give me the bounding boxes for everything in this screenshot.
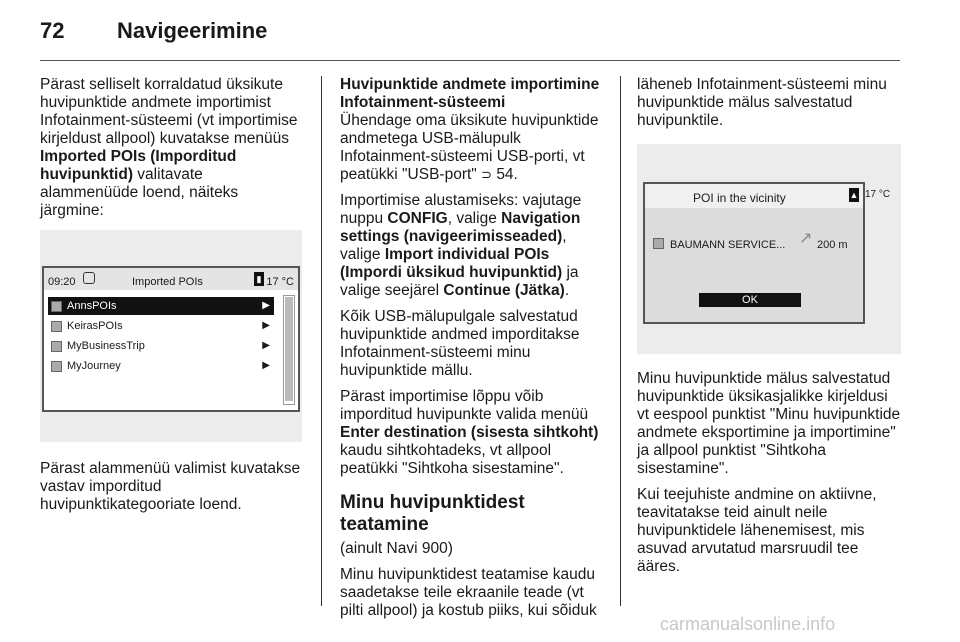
screen-title: Imported POIs [132,276,203,288]
list-item-label: MyBusinessTrip [67,340,145,352]
thermometer-icon: ▮ [254,272,264,286]
report-paragraph: Minu huvipunktidest teatamise kaudu saadetakse teile ekraanile teade (vt pilti allpool) ja kostub piiks, kui sõiduk [340,566,597,619]
ok-button[interactable]: OK [699,293,801,307]
list-item[interactable] [48,337,274,355]
folder-icon [51,301,62,312]
imported-pois-screen [40,230,302,442]
column-divider [321,76,322,606]
clock-time: 09:20 [48,276,76,288]
saved-paragraph: Kõik USB-mälupulgale salvestatud huvipunktide andmed imporditakse Infotainment-süsteemi minu huvipunktide mällu. [340,308,580,379]
navigation-settings-ref: Navigation settings (navigeerimisseaded) [340,210,581,245]
dialog-title-bar [645,184,863,208]
import-subheading: Huvipunktide andmete importimine Infotainment-süsteemi [340,76,600,111]
column-1 [40,76,302,522]
chevron-right-icon: ▶ [262,300,270,311]
page-reference-icon: ⊃ [481,167,492,182]
chevron-right-icon: ▶ [262,320,270,331]
temperature: 17 °C [865,189,891,200]
poi-entry[interactable] [653,236,785,254]
folder-icon [51,361,62,372]
status-bar [44,268,298,290]
import-text-2: , valige [447,210,502,227]
continuation-paragraph: läheneb Infotainment-süsteemi minu huvipunktide mälus salvestatud huvipunktile. [637,76,887,129]
watermark: carmanualsonline.info [660,614,836,634]
poi-vicinity-screen [637,144,901,354]
details-paragraph: Minu huvipunktide mälus salvestatud huvipunktide üksikasjalikke kirjeldusi vt eespool punktist "Minu huvipunktide andmete eksportimine ja importimine" ja allpool punktist "Sihtkoha sisestamine". [637,370,901,477]
page-number: 72 [40,18,65,43]
continue-ref: Continue (Jätka) [443,282,565,299]
folder-icon [51,321,62,332]
connect-text: Ühendage oma üksikute huvipunktide andmetega USB-mälupulk Infotainment-süsteemi USB-porti, vt peatükki "USB-port" [340,112,599,183]
imported-pois-menu-ref: Imported POIs (Imporditud huvipunktid) [40,148,237,183]
list-item-label: KeirasPOIs [67,320,123,332]
section-heading: Minu huvipunktidest teatamine [340,492,525,535]
column-2 [340,76,604,628]
list-item-label: MyJourney [67,360,121,372]
intro-text-2: valitavate alammenüüde loend, näiteks järgmine: [40,166,239,219]
list-item[interactable] [48,317,274,335]
folder-icon [51,341,62,352]
after-import-text-1: Pärast importimise lõppu võib imporditud huvipunkte valida menüü [340,388,589,423]
page-title: Navigeerimine [117,18,268,43]
intro-text-1: Pärast selliselt korraldatud üksikute huvipunktide andmete importimist Infotainment-süsteemi (vt importimise kirjeldust allpool) kuvatakse menüüs [40,76,298,147]
screen-frame [643,182,865,324]
intro-paragraph [40,76,302,220]
scrollbar-thumb[interactable] [285,297,293,401]
direction-arrow-icon: ↗ [799,230,813,247]
poi-name: BAUMANN SERVICE... [670,239,786,251]
warning-icon: ▲ [849,190,859,200]
import-individual-pois-ref: Import individual POIs (Impordi üksikud huvipunktid) [340,246,563,281]
import-text-4: ja valige seejärel [340,264,579,299]
column-3 [637,76,903,584]
chevron-right-icon: ▶ [262,340,270,351]
list-item[interactable] [48,357,274,375]
page-reference: 54. [496,166,518,183]
header-rule [40,60,900,61]
enter-destination-ref: Enter destination (sisesta sihtkoht) [340,424,599,441]
dialog-title: POI in the vicinity [693,191,786,205]
temperature: 17 °C [266,276,294,288]
guidance-paragraph: Kui teejuhiste andmine on aktiivne, teavitatakse teid ainult neile huvipunktidele lähenemisest, mis asuvad arvutatud marsruudil tee ääres. [637,486,877,575]
poi-category-icon [653,238,664,249]
after-figure-paragraph: Pärast alammenüü valimist kuvatakse vastav imporditud huvipunktikategooriate loend. [40,460,301,513]
column-divider [620,76,621,606]
list-item-label: AnnsPOIs [67,300,117,312]
poi-distance: 200 m [817,239,848,251]
connect-paragraph [340,112,604,184]
import-steps-paragraph [340,192,604,300]
config-button-ref: CONFIG [387,210,448,227]
after-import-paragraph [340,388,604,478]
import-text-5: . [564,282,570,299]
availability-note: (ainult Navi 900) [340,540,453,557]
scrollbar[interactable] [283,295,295,405]
import-text-1: Importimise alustamiseks: vajutage nuppu [340,192,582,227]
clock-icon [83,272,95,284]
chevron-right-icon: ▶ [262,360,270,371]
after-import-text-2: kaudu sihtkohtadeks, vt allpool peatükki "Sihtkoha sisestamine". [340,442,564,477]
import-text-3: , valige [340,228,567,263]
list-item[interactable] [48,297,274,315]
screen-frame [42,266,300,412]
